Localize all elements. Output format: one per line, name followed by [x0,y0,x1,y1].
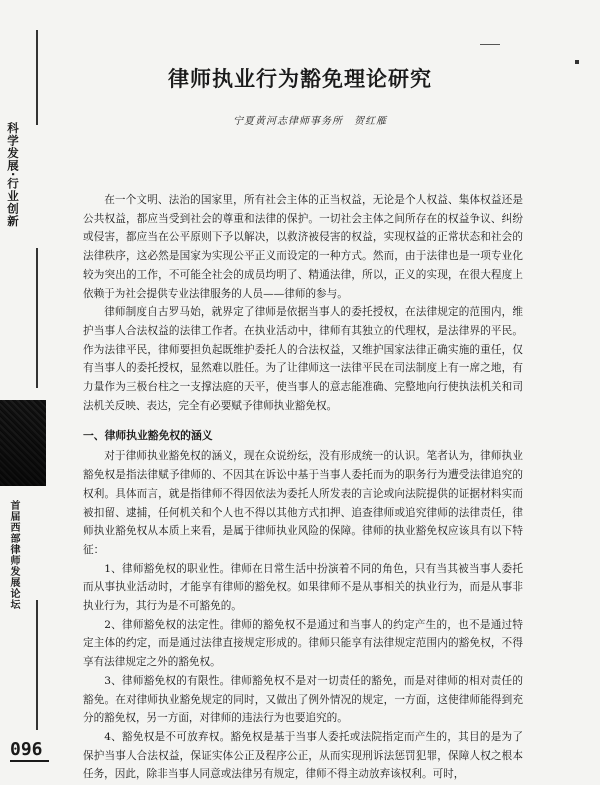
article-byline: 宁夏黄河志律师事务所 贺红雁 [233,116,387,127]
intro-paragraph-2: 律师制度自古罗马始，就界定了律师是依据当事人的委托授权，在法律规定的范围内，维护当事人合法权益的法律工作者。在执业活动中，律师有其独立的代理权，是法律界的平民。作为法律平民，律师要担负起既维护委托人的合法权益，又维护国家法律正确实施的重任，仅有当事人的委托授权，显然难以胜任。为了让律师这一法律平民在司法制度上有一席之地，有力量作为三极台柱之一支撑法庭的天平，使当事人的意志能准确、完整地向行使执法机关和司法机关反映、表达，完全有必要赋予律师执业豁免权。 [83,306,523,412]
article-title: 律师执业行为豁免理论研究 [168,67,432,91]
forum-side-label: 首届西部律师发展论坛 [8,500,19,610]
feature-item-3: 3、律师豁免权的有限性。律师豁免权不是对一切责任的豁免，而是对律师的相对责任的豁免。在对律师执业豁免规定的同时，又做出了例外情况的规定，一方面，这使律师能得到充分的豁免权，另一方面，对律师的违法行为也要追究的。 [83,674,523,725]
header-rule [480,44,500,45]
section-side-label: 科学发展·行业创新 [6,122,20,228]
page-number: 096 [10,739,49,762]
article-body [83,191,523,784]
feature-item-4: 4、豁免权是不可放弃权。豁免权是基于当事人委托或法院指定而产生的，其目的是为了保护当事人合法权益，保证实体公正及程序公正，从而实现刑诉法惩罚犯罪，保障人权之根本任务，因此，除非当事人同意或法律另有规定，律师不得主动放弃该权利。可时， [83,730,523,781]
feature-item-2: 2、律师豁免权的法定性。律师的豁免权不是通过和当事人的约定产生的，也不是通过特定主体的约定，而是通过法律直接规定形成的。律师只能享有法律规定范围内的豁免权，不得享有法律规定之外的豁免权。 [83,618,523,669]
intro-paragraph-1: 在一个文明、法治的国家里，所有社会主体的正当权益，无论是个人权益、集体权益还是公共权益，都应当受到社会的尊重和法律的保护。一切社会主体之间所存在的权益争议、纠纷或侵害，都应当在公平原则下予以解决，以救济被侵害的权益，实现权益的正常状态和社会的法律秩序，这必然是国家为实现公平正义而设定的一种方式。然而，由于法律也是一项专业化较为突出的工作，不可能全社会的成员均明了、精通法律，所以，正义的实现，在很大程度上依赖于为社会提供专业法律服务的人员——律师的参与。 [83,194,523,300]
section-paragraph: 对于律师执业豁免权的涵义，现在众说纷纭，没有形成统一的认识。笔者认为，律师执业豁免权是指法律赋予律师的、不因其在诉讼中基于当事人委托而为的职务行为遭受法律追究的权利。具体而言，就是指律师不得因依法为委托人所发表的言论或向法院提供的证据材料实而被扣留、逮捕，任何机关和个人也不得以其他方式扣押、追查律师或追究律师的法律责任，律师执业豁免权从本质上来看，是属于律师执业风险的保障。律师的执业豁免权应该具有以下特征： [83,450,523,556]
margin-rule-top [36,30,38,125]
margin-rule-middle [36,248,38,388]
corner-mark [575,60,579,64]
margin-image-block [0,400,46,486]
section-heading: 一、律师执业豁免权的涵义 [83,429,213,443]
feature-item-1: 1、律师豁免权的职业性。律师在日常生活中扮演着不同的角色，只有当其被当事人委托而从事执业活动时，才能享有律师的豁免权。如果律师不是从事相关的执业行为，而是从事非执业行为，其行为是不可豁免的。 [83,562,523,613]
margin-rule-bottom [36,600,38,730]
